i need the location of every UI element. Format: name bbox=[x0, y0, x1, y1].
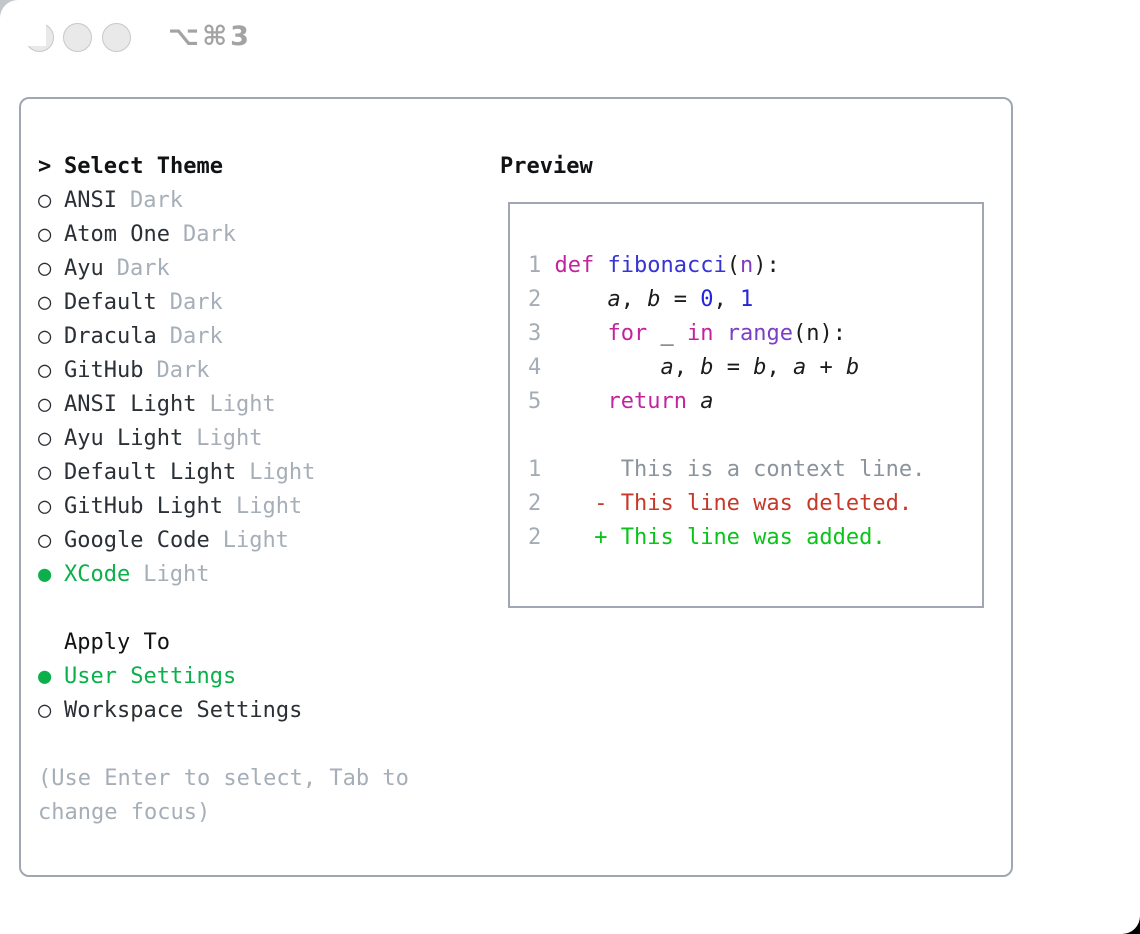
theme-variant: Dark bbox=[169, 324, 223, 349]
marker-slot bbox=[38, 626, 64, 660]
radio-unselected-icon: ○ bbox=[38, 222, 52, 247]
code-token: 1 bbox=[528, 253, 542, 278]
theme-name: Ayu Light bbox=[64, 426, 184, 451]
theme-variant: Light bbox=[143, 562, 210, 587]
code-token: 4 bbox=[528, 355, 542, 380]
code-token: _ bbox=[647, 321, 687, 346]
theme-variant: Light bbox=[249, 460, 316, 485]
radio-unselected-icon: ○ bbox=[38, 324, 52, 349]
theme-option-github-dark[interactable] bbox=[38, 354, 409, 388]
code-token: ): bbox=[753, 253, 780, 278]
radio-unselected-icon: ○ bbox=[38, 460, 52, 485]
code-token: b bbox=[845, 355, 860, 380]
theme-option-ansi-dark[interactable] bbox=[38, 184, 409, 218]
preview-title: Preview bbox=[500, 154, 593, 179]
theme-name: Dracula bbox=[64, 324, 157, 349]
code-token bbox=[541, 253, 554, 278]
code-token bbox=[541, 287, 607, 312]
radio-unselected-icon: ○ bbox=[38, 358, 52, 383]
theme-option-dracula-dark[interactable] bbox=[38, 320, 409, 354]
code-token: b bbox=[700, 355, 714, 380]
theme-variant: Light bbox=[209, 392, 276, 417]
code-token: , bbox=[766, 355, 793, 380]
radio-unselected-icon: ○ bbox=[38, 392, 52, 417]
code-line bbox=[528, 351, 982, 385]
select-theme-header bbox=[38, 150, 409, 184]
code-token: This is a context line. bbox=[620, 457, 926, 482]
traffic-light-minimize-icon[interactable] bbox=[63, 23, 92, 52]
code-token: range bbox=[726, 321, 793, 346]
code-token: 2 bbox=[528, 491, 542, 516]
apply-option-name: Workspace Settings bbox=[64, 698, 303, 723]
code-token: 2 bbox=[528, 287, 542, 312]
theme-option-google-code[interactable] bbox=[38, 524, 409, 558]
code-token: = bbox=[660, 287, 701, 312]
theme-name: Atom One bbox=[64, 222, 170, 247]
code-token: for bbox=[607, 321, 648, 346]
theme-name: ANSI bbox=[64, 188, 117, 213]
section-title: Select Theme bbox=[64, 154, 223, 179]
help-text-line-1: (Use Enter to select, Tab to bbox=[38, 766, 409, 791]
code-token: 3 bbox=[528, 321, 542, 346]
preview-box bbox=[508, 202, 984, 608]
theme-option-ayu-light[interactable] bbox=[38, 422, 409, 456]
code-token: a bbox=[660, 355, 674, 380]
code-token: 2 bbox=[528, 525, 542, 550]
code-token: return bbox=[607, 389, 687, 414]
code-line bbox=[528, 283, 982, 317]
code-token: a bbox=[607, 287, 621, 312]
code-line bbox=[528, 317, 982, 351]
code-token: a bbox=[792, 355, 807, 380]
theme-option-ayu-dark[interactable] bbox=[38, 252, 409, 286]
theme-name: Google Code bbox=[64, 528, 210, 553]
theme-name: GitHub bbox=[64, 358, 144, 383]
traffic-light-zoom-icon[interactable] bbox=[102, 23, 131, 52]
code-line bbox=[528, 487, 982, 521]
spacer bbox=[38, 592, 409, 626]
code-line bbox=[528, 385, 982, 419]
code-token: 1 bbox=[528, 457, 542, 482]
theme-option-ansi-light[interactable] bbox=[38, 388, 409, 422]
code-token: ( bbox=[726, 253, 740, 278]
radio-unselected-icon: ○ bbox=[38, 528, 52, 553]
radio-unselected-icon: ○ bbox=[38, 256, 52, 281]
theme-variant: Dark bbox=[156, 358, 210, 383]
theme-variant: Dark bbox=[129, 188, 183, 213]
radio-selected-icon: ● bbox=[38, 664, 52, 689]
code-token: = bbox=[713, 355, 754, 380]
code-token: b bbox=[753, 355, 767, 380]
code-line bbox=[528, 419, 982, 453]
apply-to-header bbox=[38, 626, 409, 660]
theme-variant: Dark bbox=[116, 256, 170, 281]
code-token: 0 bbox=[700, 287, 714, 312]
code-token bbox=[541, 321, 607, 346]
theme-option-atom-one-dark[interactable] bbox=[38, 218, 409, 252]
code-token: def bbox=[554, 253, 595, 278]
code-token bbox=[713, 321, 726, 346]
theme-name: ANSI Light bbox=[64, 392, 197, 417]
title-bar bbox=[0, 0, 1140, 74]
code-token: in bbox=[686, 321, 714, 346]
help-text-line-2: change focus) bbox=[38, 800, 211, 825]
theme-name: Ayu bbox=[64, 256, 104, 281]
code-line bbox=[528, 453, 982, 487]
code-token: fibonacci bbox=[607, 253, 727, 278]
theme-option-xcode[interactable] bbox=[38, 558, 409, 592]
code-token bbox=[541, 457, 620, 482]
theme-name: Default Light bbox=[64, 460, 237, 485]
section-title: Apply To bbox=[64, 630, 170, 655]
code-token bbox=[541, 355, 660, 380]
traffic-light-dot bbox=[35, 33, 45, 43]
code-token: b bbox=[647, 287, 661, 312]
radio-unselected-icon: ○ bbox=[38, 698, 52, 723]
window-corner-bottom-right bbox=[1118, 912, 1140, 934]
theme-variant: Light bbox=[222, 528, 289, 553]
radio-unselected-icon: ○ bbox=[38, 426, 52, 451]
theme-variant: Dark bbox=[182, 222, 236, 247]
code-token: , bbox=[673, 355, 701, 380]
theme-name: XCode bbox=[64, 562, 131, 587]
code-token bbox=[687, 389, 700, 414]
apply-option-name: User Settings bbox=[64, 664, 237, 689]
code-token: (n): bbox=[792, 321, 846, 346]
window-title-shortcut: ⌥⌘3 bbox=[168, 21, 252, 52]
code-token: , bbox=[713, 287, 740, 312]
theme-name: Default bbox=[64, 290, 157, 315]
code-token bbox=[541, 491, 594, 516]
code-token: a bbox=[700, 389, 714, 414]
code-token: 1 bbox=[739, 287, 754, 312]
prompt-caret-icon: > bbox=[38, 154, 52, 179]
theme-name: GitHub Light bbox=[64, 494, 223, 519]
apply-option-workspace-settings[interactable] bbox=[38, 694, 409, 728]
code-line bbox=[528, 249, 982, 283]
theme-option-github-light[interactable] bbox=[38, 490, 409, 524]
code-token: + This line was added. bbox=[594, 525, 886, 550]
code-token: 5 bbox=[528, 389, 542, 414]
code-token bbox=[541, 525, 594, 550]
apply-option-user-settings[interactable] bbox=[38, 660, 409, 694]
code-line bbox=[528, 521, 982, 555]
radio-unselected-icon: ○ bbox=[38, 494, 52, 519]
theme-option-default-light[interactable] bbox=[38, 456, 409, 490]
radio-unselected-icon: ○ bbox=[38, 188, 52, 213]
preview-code bbox=[510, 204, 982, 555]
radio-selected-icon: ● bbox=[38, 562, 52, 587]
code-token bbox=[541, 389, 607, 414]
spacer bbox=[38, 728, 409, 762]
theme-list bbox=[38, 150, 409, 830]
code-token: + bbox=[806, 355, 846, 380]
theme-variant: Dark bbox=[169, 290, 223, 315]
theme-variant: Light bbox=[235, 494, 303, 519]
traffic-light-close-icon[interactable] bbox=[25, 23, 54, 52]
code-token: , bbox=[620, 287, 648, 312]
theme-option-default-dark[interactable] bbox=[38, 286, 409, 320]
radio-unselected-icon: ○ bbox=[38, 290, 52, 315]
code-token: n bbox=[739, 253, 754, 278]
theme-variant: Light bbox=[196, 426, 263, 451]
code-token bbox=[594, 253, 607, 278]
code-token: - This line was deleted. bbox=[594, 491, 913, 516]
